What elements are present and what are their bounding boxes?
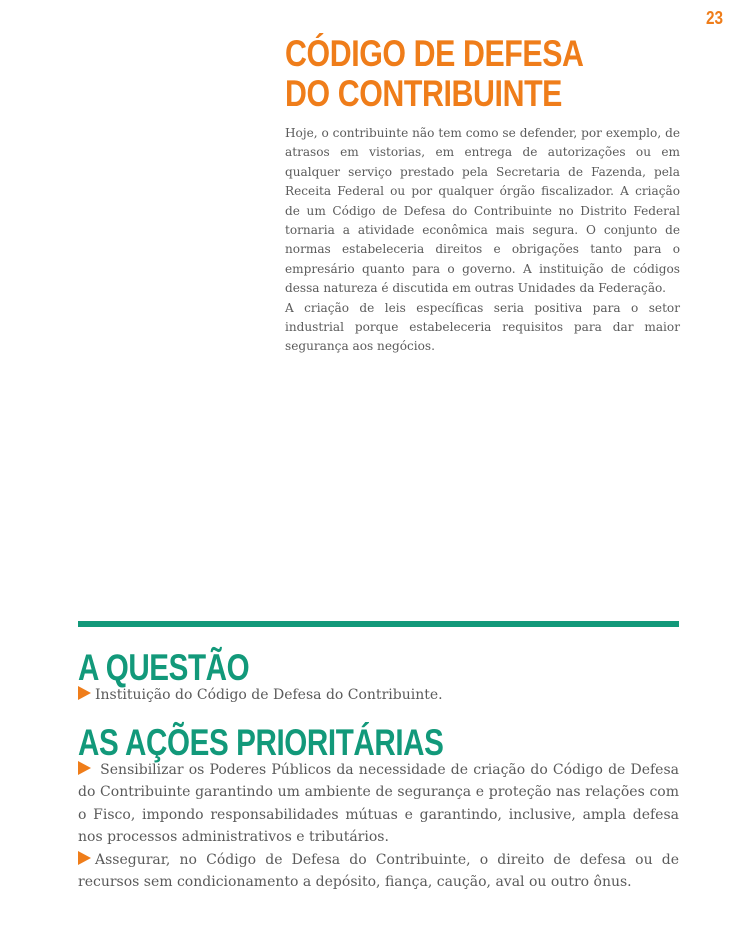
section-divider (78, 621, 679, 627)
list-item (78, 849, 679, 894)
page-title-line-2: DO CONTRIBUINTE (285, 73, 563, 114)
acoes-item-text: Assegurar, no Código de Defesa do Contribuinte, o direito de defesa ou de recursos sem condicionamento a depósito, fiança, caução, aval ou outro ônus. (78, 851, 679, 890)
intro-section (285, 34, 680, 357)
list-item (78, 759, 679, 849)
acoes-heading: AS AÇÕES PRIORITÁRIAS (78, 721, 444, 763)
questao-heading: A QUESTÃO (78, 647, 250, 688)
page-title (285, 34, 679, 114)
triangle-right-icon (78, 761, 91, 775)
page-number: 23 (705, 8, 723, 28)
triangle-right-icon (78, 686, 91, 700)
issues-section (78, 648, 679, 894)
acoes-item-text: Sensibilizar os Poderes Públicos da necessidade de criação do Código de Defesa do Contribuinte garantindo um ambiente de segurança e proteção nas relações com o Fisco, impondo responsabilidades mútuas e garantindo, inclusive, ampla defesa nos processos administrativos e tributários. (78, 761, 679, 845)
questao-item-text: Instituição do Código de Defesa do Contribuinte. (95, 687, 443, 703)
intro-paragraph-2: A criação de leis específicas seria positiva para o setor industrial porque estabeleceria requisitos para dar maior segurança aos negócios. (285, 300, 680, 354)
acoes-list (78, 759, 679, 894)
intro-paragraph-1: Hoje, o contribuinte não tem como se defender, por exemplo, de atrasos em vistorias, em entrega de autorizações ou em qualquer serviço prestado pela Secretaria de Fazenda, pela Receita Federal ou por qualquer órgão fiscalizador. A criação de um Código de Defesa do Contribuinte no Distrito Federal tornaria a atividade econômica mais segura. O conjunto de normas estabeleceria direitos e obrigações tanto para o empresário quanto para o governo. A instituição de códigos dessa natureza é discutida em outras Unidades da Federação. (285, 126, 680, 296)
triangle-right-icon (78, 851, 91, 865)
page-title-line-1: CÓDIGO DE DEFESA (285, 33, 584, 74)
intro-text (285, 124, 680, 357)
